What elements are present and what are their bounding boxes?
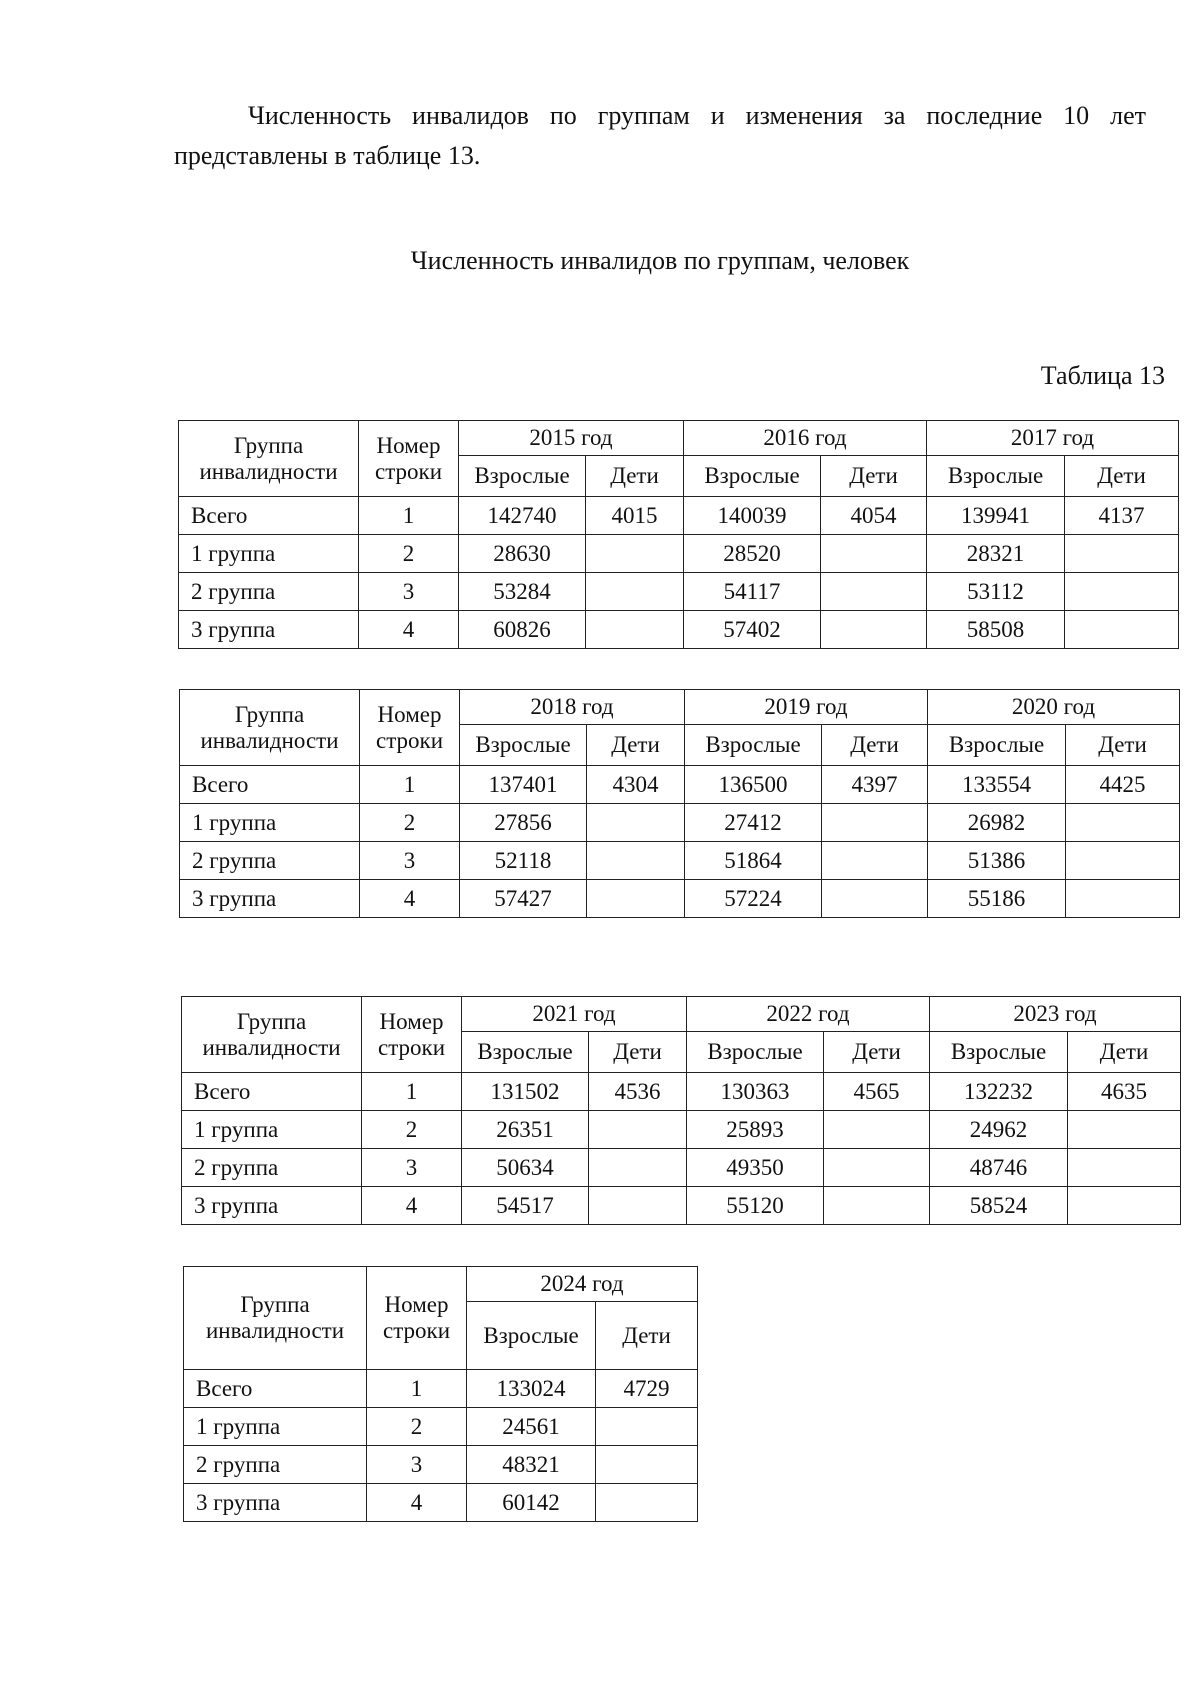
cell-adults: 60826 [459, 611, 586, 649]
cell-children [822, 842, 928, 880]
cell-adults: 57427 [460, 880, 587, 918]
row-number: 3 [362, 1149, 462, 1187]
cell-adults: 28630 [459, 535, 586, 573]
row-label: 2 группа [179, 573, 359, 611]
row-number: 2 [367, 1408, 467, 1446]
row-label: Всего [179, 497, 359, 535]
data-table-2018-2020 [179, 689, 1180, 918]
row-label: 1 группа [179, 535, 359, 573]
row-label: 2 группа [180, 842, 360, 880]
cell-adults: 54517 [462, 1187, 589, 1225]
table-row [179, 573, 1179, 611]
header-children: Дети [821, 456, 927, 497]
row-number: 1 [362, 1073, 462, 1111]
cell-adults: 51386 [928, 842, 1066, 880]
cell-children [821, 573, 927, 611]
cell-adults: 55120 [687, 1187, 824, 1225]
header-children: Дети [824, 1032, 930, 1073]
cell-adults: 140039 [684, 497, 821, 535]
table-row [179, 535, 1179, 573]
row-label: 2 группа [182, 1149, 362, 1187]
table-caption: Численность инвалидов по группам, человек [410, 246, 910, 275]
cell-children: 4635 [1068, 1073, 1181, 1111]
cell-children: 4054 [821, 497, 927, 535]
cell-adults: 142740 [459, 497, 586, 535]
table-row [182, 1111, 1181, 1149]
header-children: Дети [587, 725, 685, 766]
table-row [179, 611, 1179, 649]
row-number: 4 [360, 880, 460, 918]
header-adults: Взрослые [684, 456, 821, 497]
row-label: 1 группа [182, 1111, 362, 1149]
row-label: Всего [184, 1370, 367, 1408]
cell-children: 4397 [822, 766, 928, 804]
cell-adults: 27856 [460, 804, 587, 842]
cell-children [589, 1111, 687, 1149]
row-number: 2 [362, 1111, 462, 1149]
cell-children [586, 573, 684, 611]
header-children: Дети [1065, 456, 1179, 497]
header-children: Дети [596, 1302, 698, 1370]
cell-adults: 133024 [467, 1370, 596, 1408]
header-year: 2024 год [467, 1267, 698, 1302]
header-group: Группа инвалидности [182, 997, 362, 1073]
table-row [184, 1484, 698, 1522]
header-adults: Взрослые [687, 1032, 824, 1073]
cell-children [589, 1187, 687, 1225]
header-group: Группа инвалидности [184, 1267, 367, 1370]
cell-children [821, 611, 927, 649]
table-row [184, 1408, 698, 1446]
cell-adults: 58524 [930, 1187, 1068, 1225]
header-children: Дети [822, 725, 928, 766]
header-year: 2018 год [460, 690, 685, 725]
cell-children [822, 804, 928, 842]
header-year: 2019 год [685, 690, 928, 725]
header-adults: Взрослые [928, 725, 1066, 766]
data-table-2024 [183, 1266, 698, 1522]
cell-adults: 60142 [467, 1484, 596, 1522]
header-year: 2021 год [462, 997, 687, 1032]
row-number: 1 [367, 1370, 467, 1408]
row-number: 3 [367, 1446, 467, 1484]
row-label: Всего [180, 766, 360, 804]
cell-adults: 26982 [928, 804, 1066, 842]
cell-children: 4137 [1065, 497, 1179, 535]
cell-adults: 53112 [927, 573, 1065, 611]
row-number: 3 [359, 573, 459, 611]
cell-children [1068, 1111, 1181, 1149]
header-row-no: Номер строки [359, 421, 459, 497]
cell-children [1068, 1187, 1181, 1225]
header-year: 2022 год [687, 997, 930, 1032]
row-label: 1 группа [180, 804, 360, 842]
header-children: Дети [589, 1032, 687, 1073]
row-number: 3 [360, 842, 460, 880]
cell-adults: 139941 [927, 497, 1065, 535]
cell-adults: 55186 [928, 880, 1066, 918]
header-row-no: Номер строки [367, 1267, 467, 1370]
cell-adults: 136500 [685, 766, 822, 804]
row-number: 4 [367, 1484, 467, 1522]
cell-children [821, 535, 927, 573]
row-number: 1 [360, 766, 460, 804]
header-group: Группа инвалидности [180, 690, 360, 766]
row-number: 1 [359, 497, 459, 535]
table-row [180, 880, 1180, 918]
cell-adults: 24561 [467, 1408, 596, 1446]
cell-children [822, 880, 928, 918]
cell-adults: 48321 [467, 1446, 596, 1484]
header-row-no: Номер строки [362, 997, 462, 1073]
cell-children [596, 1408, 698, 1446]
cell-children: 4304 [587, 766, 685, 804]
row-label: Всего [182, 1073, 362, 1111]
row-number: 4 [359, 611, 459, 649]
cell-children [824, 1187, 930, 1225]
cell-adults: 26351 [462, 1111, 589, 1149]
intro-paragraph: Численность инвалидов по группам и изменения за последние 10 лет представлены в таблице 13. [174, 101, 1146, 170]
cell-children [586, 611, 684, 649]
table-row [182, 1187, 1181, 1225]
header-adults: Взрослые [685, 725, 822, 766]
cell-adults: 52118 [460, 842, 587, 880]
cell-adults: 53284 [459, 573, 586, 611]
cell-adults: 130363 [687, 1073, 824, 1111]
row-number: 2 [360, 804, 460, 842]
cell-children [1066, 804, 1180, 842]
cell-adults: 133554 [928, 766, 1066, 804]
header-adults: Взрослые [459, 456, 586, 497]
cell-adults: 50634 [462, 1149, 589, 1187]
header-adults: Взрослые [467, 1302, 596, 1370]
table-row [180, 804, 1180, 842]
header-year: 2015 год [459, 421, 684, 456]
cell-children: 4015 [586, 497, 684, 535]
cell-adults: 131502 [462, 1073, 589, 1111]
row-label: 1 группа [184, 1408, 367, 1446]
header-row-no: Номер строки [360, 690, 460, 766]
row-number: 4 [362, 1187, 462, 1225]
cell-children [1065, 535, 1179, 573]
cell-children [824, 1111, 930, 1149]
header-adults: Взрослые [462, 1032, 589, 1073]
cell-children [596, 1446, 698, 1484]
cell-children [1066, 842, 1180, 880]
table-number: Таблица 13 [1040, 361, 1165, 390]
cell-children [586, 535, 684, 573]
cell-adults: 24962 [930, 1111, 1068, 1149]
cell-adults: 54117 [684, 573, 821, 611]
cell-children [596, 1484, 698, 1522]
row-label: 2 группа [184, 1446, 367, 1484]
row-label: 3 группа [179, 611, 359, 649]
cell-children [587, 880, 685, 918]
header-adults: Взрослые [930, 1032, 1068, 1073]
table-row [182, 1149, 1181, 1187]
table-row [184, 1446, 698, 1484]
cell-adults: 28321 [927, 535, 1065, 573]
cell-children [824, 1149, 930, 1187]
cell-adults: 58508 [927, 611, 1065, 649]
header-adults: Взрослые [927, 456, 1065, 497]
header-children: Дети [586, 456, 684, 497]
cell-adults: 49350 [687, 1149, 824, 1187]
header-year: 2016 год [684, 421, 927, 456]
header-group: Группа инвалидности [179, 421, 359, 497]
cell-children [1066, 880, 1180, 918]
header-year: 2023 год [930, 997, 1181, 1032]
cell-adults: 57224 [685, 880, 822, 918]
cell-adults: 51864 [685, 842, 822, 880]
row-number: 2 [359, 535, 459, 573]
cell-children [587, 842, 685, 880]
row-label: 3 группа [180, 880, 360, 918]
cell-adults: 57402 [684, 611, 821, 649]
cell-adults: 28520 [684, 535, 821, 573]
header-adults: Взрослые [460, 725, 587, 766]
cell-children [587, 804, 685, 842]
header-year: 2017 год [927, 421, 1179, 456]
cell-children [1068, 1149, 1181, 1187]
header-year: 2020 год [928, 690, 1180, 725]
cell-children: 4425 [1066, 766, 1180, 804]
table-row [179, 497, 1179, 535]
cell-children [1065, 611, 1179, 649]
header-children: Дети [1068, 1032, 1181, 1073]
cell-adults: 25893 [687, 1111, 824, 1149]
cell-children: 4565 [824, 1073, 930, 1111]
table-row [180, 842, 1180, 880]
cell-children: 4729 [596, 1370, 698, 1408]
data-table-2015-2017 [178, 420, 1179, 649]
cell-adults: 132232 [930, 1073, 1068, 1111]
header-children: Дети [1066, 725, 1180, 766]
table-row [182, 1073, 1181, 1111]
table-row [184, 1370, 698, 1408]
cell-children [1065, 573, 1179, 611]
table-row [180, 766, 1180, 804]
row-label: 3 группа [182, 1187, 362, 1225]
cell-children [589, 1149, 687, 1187]
row-label: 3 группа [184, 1484, 367, 1522]
cell-children: 4536 [589, 1073, 687, 1111]
cell-adults: 137401 [460, 766, 587, 804]
data-table-2021-2023 [181, 996, 1181, 1225]
cell-adults: 48746 [930, 1149, 1068, 1187]
cell-adults: 27412 [685, 804, 822, 842]
